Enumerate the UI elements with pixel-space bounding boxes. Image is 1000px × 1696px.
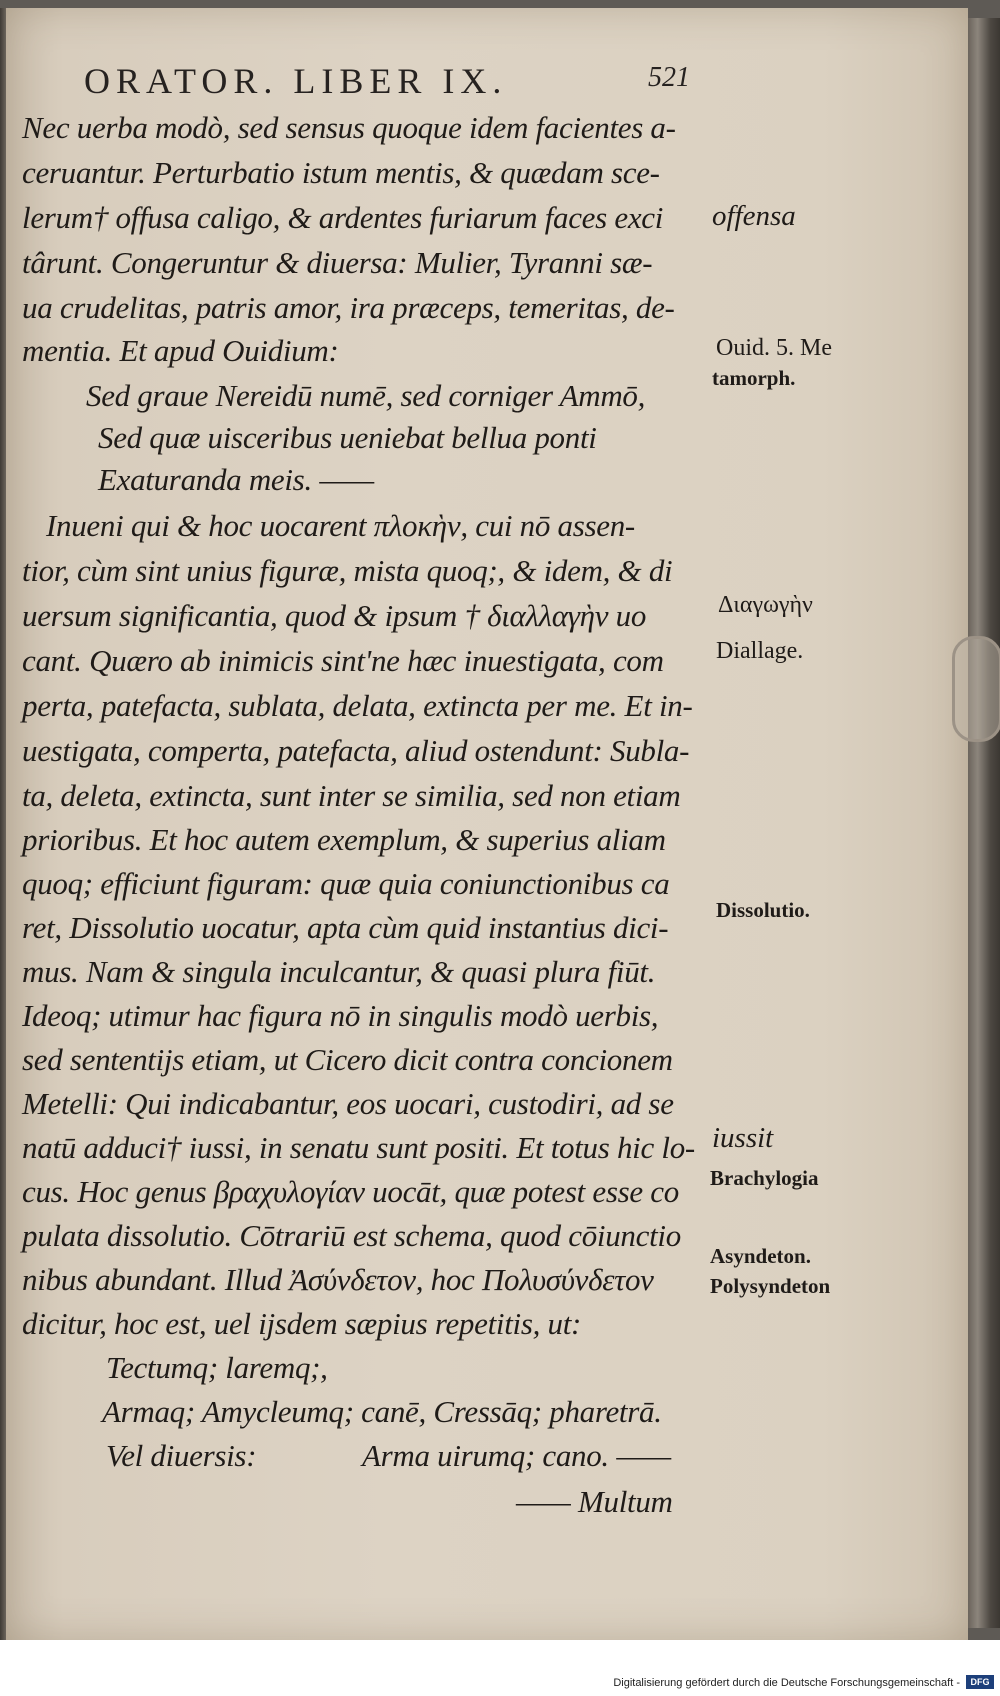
- text-line: cant. Quæro ab inimicis sint'ne hæc inuestigata, com: [22, 643, 664, 678]
- verse-line: Exaturanda meis. ——: [98, 462, 374, 497]
- text-line: perta, patefacta, sublata, delata, extincta per me. Et in-: [22, 688, 693, 723]
- margin-note: offensa: [712, 200, 796, 232]
- margin-note: Διαγωγὴν: [718, 592, 813, 618]
- verse-line: Armaq; Amycleumq; canē, Cressāq; pharetrā.: [102, 1394, 662, 1429]
- verse-line: Tectumq; laremq;,: [106, 1350, 328, 1385]
- text-line: natū adduci† iussi, in senatu sunt positi. Et totus hic lo-: [22, 1130, 695, 1165]
- text-line: mus. Nam & singula inculcantur, & quasi plura fiūt.: [22, 954, 656, 989]
- dfg-logo: DFG: [966, 1675, 994, 1689]
- margin-note: Dissolutio.: [716, 898, 810, 922]
- margin-note: tamorph.: [712, 366, 796, 390]
- margin-note: Ouid. 5. Me: [716, 335, 832, 361]
- book-edge-right: [968, 18, 1000, 1628]
- text-line: sed sententijs etiam, ut Cicero dicit contra concionem: [22, 1042, 673, 1077]
- text-line: târunt. Congeruntur & diuersa: Mulier, Tyranni sæ-: [22, 245, 653, 280]
- text-line: ret, Dissolutio uocatur, apta cùm quid instantius dici-: [22, 910, 669, 945]
- text-line: mentia. Et apud Ouidium:: [22, 333, 339, 368]
- text-line: nibus abundant. Illud Ἀσύνδετον, hoc Πολυσύνδετον: [22, 1262, 654, 1297]
- text-line: ceruantur. Perturbatio istum mentis, & quædam sce-: [22, 155, 660, 190]
- text-line: lerum† offusa caligo, & ardentes furiarum faces exci: [22, 200, 664, 235]
- margin-note: Polysyndeton: [710, 1274, 831, 1298]
- margin-note: iussit: [712, 1122, 774, 1154]
- digitization-credit: Digitalisierung gefördert durch die Deutsche Forschungsgemeinschaft -: [613, 1677, 960, 1689]
- margin-note: Asyndeton.: [710, 1244, 811, 1268]
- margin-note: Brachylogia: [710, 1166, 819, 1190]
- text-line: pulata dissolutio. Cōtrariū est schema, quod cōiunctio: [22, 1218, 681, 1253]
- page-number: 521: [648, 62, 690, 93]
- text-line: ta, deleta, extincta, sunt inter se similia, sed non etiam: [22, 778, 681, 813]
- text-line: tior, cùm sint unius figuræ, mista quoq;, & idem, & di: [22, 553, 673, 588]
- text-line: Metelli: Qui indicabantur, eos uocari, custodiri, ad se: [22, 1086, 674, 1121]
- text-line: cus. Hoc genus βραχυλογίαν uocāt, quæ potest esse co: [22, 1174, 679, 1209]
- margin-note: Diallage.: [716, 638, 804, 664]
- text-line: Nec uerba modò, sed sensus quoque idem facientes a-: [22, 110, 676, 145]
- text-line: Ideoq; utimur hac figura nō in singulis modò uerbis,: [22, 998, 659, 1033]
- book-clasp: [952, 636, 1000, 742]
- text-line: Inueni qui & hoc uocarent πλοκὴν, cui nō assen-: [46, 508, 635, 543]
- text-line: ua crudelitas, patris amor, ira præceps, temeritas, de-: [22, 290, 675, 325]
- text-line: dicitur, hoc est, uel ijsdem sæpius repetitis, ut:: [22, 1306, 582, 1341]
- catchword: —— Multum: [516, 1484, 673, 1519]
- verse-line: Sed graue Nereidū numē, sed corniger Ammō,: [86, 378, 646, 413]
- text-line: quoq; efficiunt figuram: quæ quia coniunctionibus ca: [22, 866, 670, 901]
- verse-line: Arma uirumq; cano. ——: [362, 1438, 671, 1473]
- text-line: uestigata, comperta, patefacta, aliud ostendunt: Subla-: [22, 733, 690, 768]
- text-line: prioribus. Et hoc autem exemplum, & superius aliam: [22, 822, 666, 857]
- text-line: uersum significantia, quod & ipsum † διαλλαγὴν uo: [22, 598, 647, 633]
- text-line: Vel diuersis:: [106, 1438, 257, 1473]
- verse-line: Sed quæ uisceribus ueniebat bellua ponti: [98, 420, 597, 455]
- running-title: ORATOR. LIBER IX.: [84, 61, 508, 101]
